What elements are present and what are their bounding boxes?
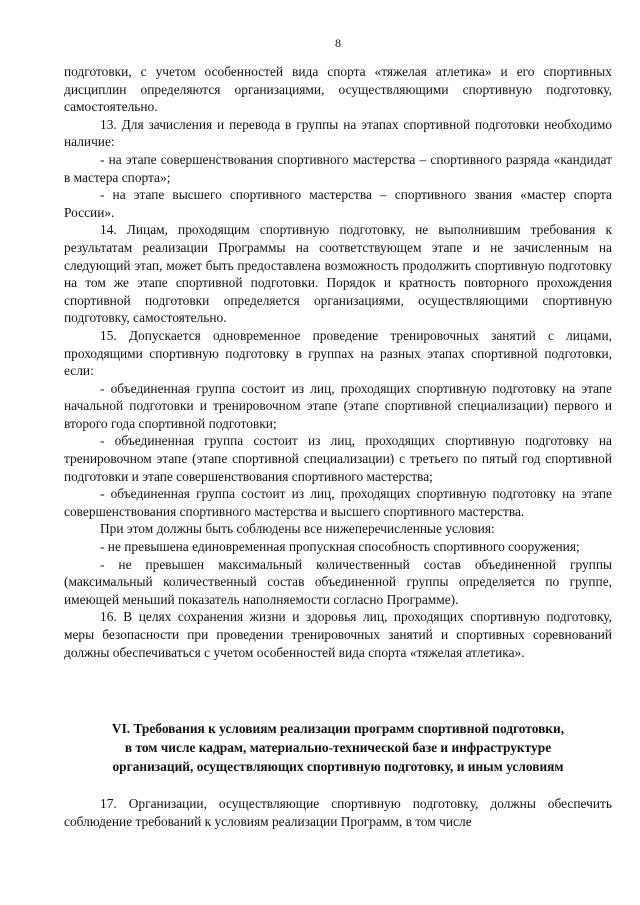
paragraph-continuation: подготовки, с учетом особенностей вида спорта «тяжелая атлетика» и его спортивных дисциплин определяются организациями, осуществляющими спортивную подготовку, самостоятельно. [64,64,612,115]
list-item-group-1: - объединенная группа состоит из лиц, проходящих спортивную подготовку на этапе начальной подготовки и тренировочном этапе (этапе спортивной специализации) первого и второго года спортивной подготовки; [64,380,612,431]
list-item-ms: - на этапе высшего спортивного мастерства – спортивного звания «мастер спорта России». [64,187,612,220]
paragraph-17: 17. Организации, осуществляющие спортивную подготовку, должны обеспечить соблюдение требований к условиям реализации Программ, в том числе [64,796,612,829]
list-item-group-2: - объединенная группа состоит из лиц, проходящих спортивную подготовку на тренировочном этапе (этапе спортивной специализации) с третьего по пятый год спортивной подготовки и этапе совершенствования спортивного мастерства; [64,433,612,484]
section-heading [64,719,612,776]
section-body [64,795,612,831]
paragraph-15: 15. Допускается одновременное проведение тренировочных занятий с лицами, проходящими спортивную подготовку в группах на разных этапах спортивной подготовки, если: [64,327,612,379]
section-heading-line: VI. Требования к условиям реализации программ спортивной подготовки, [111,721,565,736]
section-heading-line: в том числе кадрам, материально-технической базе и инфраструктуре [124,740,552,755]
list-item-cms: - на этапе совершенствования спортивного мастерства – спортивного разряда «кандидат в мастера спорта»; [64,151,612,185]
paragraph-16: 16. В целях сохранения жизни и здоровья лиц, проходящих спортивную подготовку, меры безопасности при проведении тренировочных занятий и спортивных соревнований должны обеспечиваться с учетом особенностей вида спорта «тяжелая атлетика». [64,609,612,660]
condition-capacity: - не превышена единовременная пропускная способность спортивного сооружения; [100,539,580,555]
conditions-intro: При этом должны быть соблюдены все нижеперечисленные условия: [100,521,495,537]
paragraph-14: 14. Лицам, проходящим спортивную подготовку, не выполнившим требования к результатам реализации Программы на соответствующем этапе и не зачисленным на следующий этап, может быть предоставлена возможность продолжить спортивную подготовку на том же этапе спортивной подготовки. Порядок и кратность повторного прохождения спортивной подготовки определяется организациями, осуществляющими спортивную подготовку, самостоятельно. [64,222,612,326]
document-page [64,0,612,905]
condition-group-size: - не превышен максимальный количественный состав объединенной группы (максимальный количественный состав объединенной группы определяется по группе, имеющей меньший показатель наполняемости согласно Программе). [64,556,612,607]
paragraph-13: 13. Для зачисления и перевода в группы на этапах спортивной подготовки необходимо наличие: [64,116,612,150]
list-item-group-3: - объединенная группа состоит из лиц, проходящих спортивную подготовку на этапе совершенствования спортивного мастерства и высшего спортивного мастерства. [64,486,612,519]
section-heading-line: организаций, осуществляющих спортивную подготовку, и иным условиям [112,759,564,774]
document-body [64,63,612,661]
page-number: 8 [335,36,341,50]
